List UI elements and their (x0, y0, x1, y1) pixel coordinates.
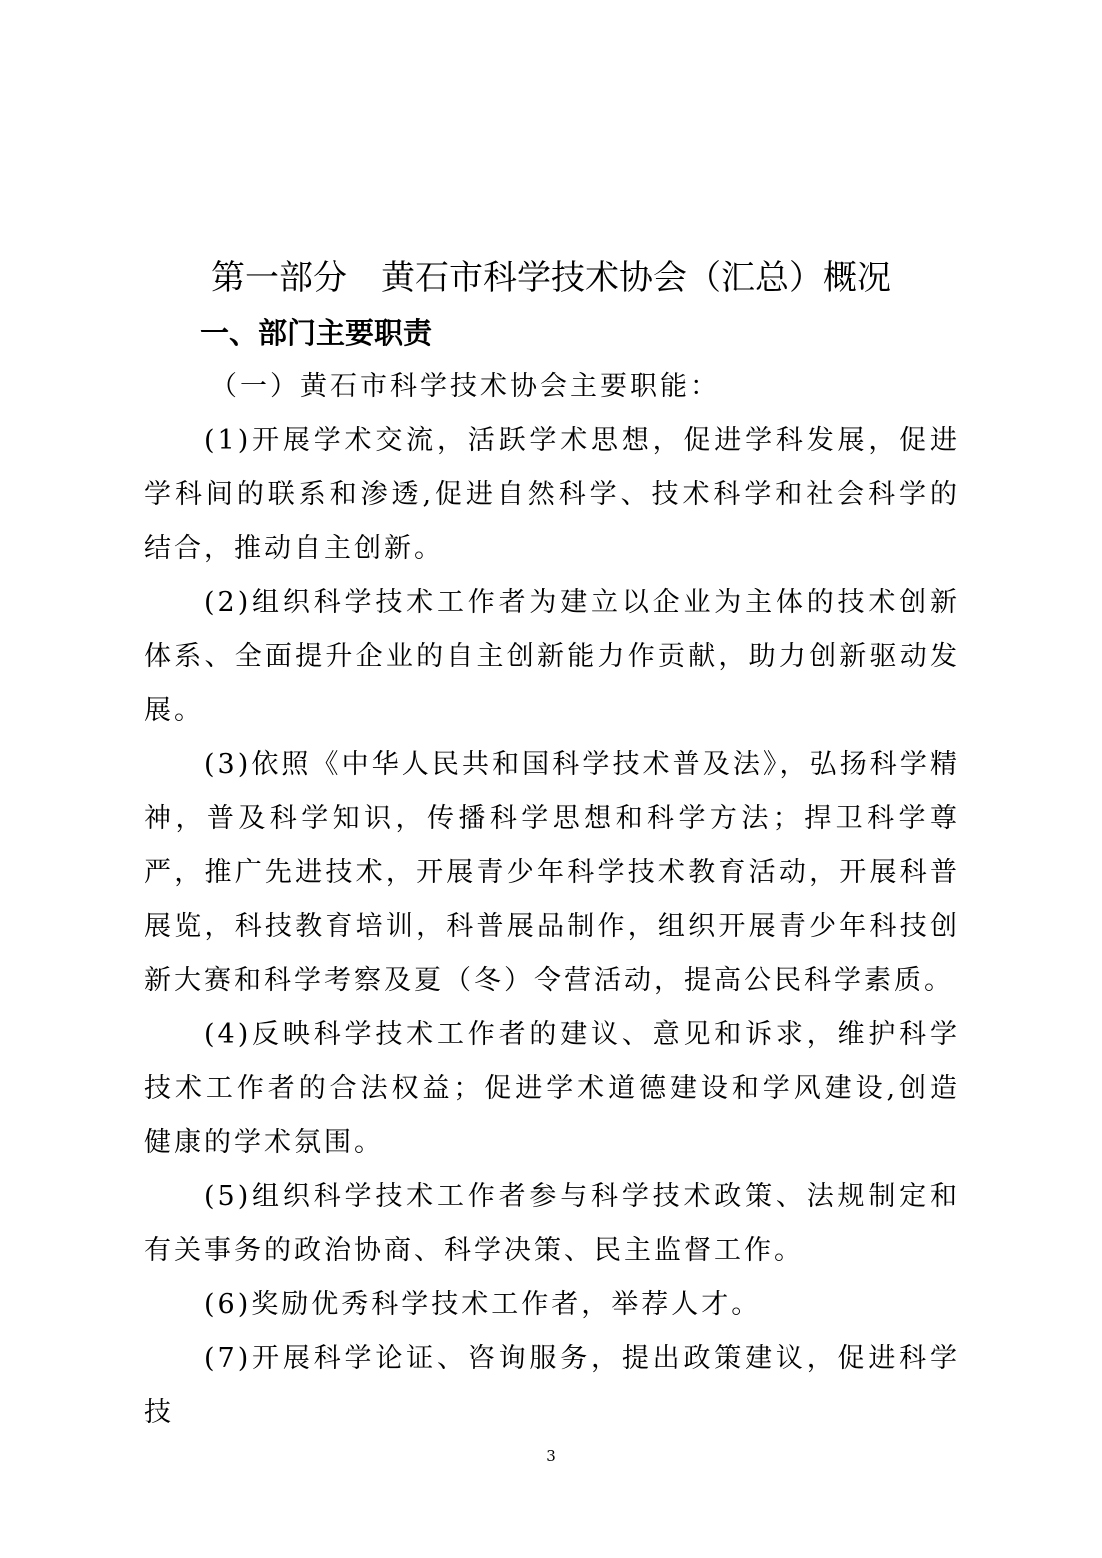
section-heading: 一、部门主要职责 (200, 316, 433, 350)
body-text (144, 414, 960, 1440)
paragraph-3: (3)依照《中华人民共和国科学技术普及法》，弘扬科学精神，普及科学知识，传播科学思想和科学方法；捍卫科学尊严，推广先进技术，开展青少年科学技术教育活动，开展科普展览，科技教育培训，科普展品制作，组织开展青少年科技创新大赛和科学考察及夏（冬）令营活动，提高公民科学素质。 (144, 749, 960, 996)
paragraph-4: (4)反映科学技术工作者的建议、意见和诉求，维护科学技术工作者的合法权益；促进学术道德建设和学风建设,创造健康的学术氛围。 (144, 1019, 960, 1158)
paragraph-2: (2)组织科学技术工作者为建立以企业为主体的技术创新体系、全面提升企业的自主创新能力作贡献，助力创新驱动发展。 (144, 587, 960, 726)
paragraph-5: (5)组织科学技术工作者参与科学技术政策、法规制定和有关事务的政治协商、科学决策、民主监督工作。 (144, 1181, 960, 1266)
paragraph-7: (7)开展科学论证、咨询服务，提出政策建议，促进科学技 (144, 1343, 960, 1428)
paragraph-1: (1)开展学术交流，活跃学术思想，促进学科发展，促进学科间的联系和渗透,促进自然科学、技术科学和社会科学的结合，推动自主创新。 (144, 425, 960, 564)
sub-heading: （一）黄石市科学技术协会主要职能： (210, 371, 720, 402)
page-title: 第一部分 黄石市科学技术协会（汇总）概况 (211, 258, 891, 298)
page-number: 3 (546, 1447, 556, 1465)
paragraph-6: (6)奖励优秀科学技术工作者，举荐人才。 (204, 1289, 762, 1320)
